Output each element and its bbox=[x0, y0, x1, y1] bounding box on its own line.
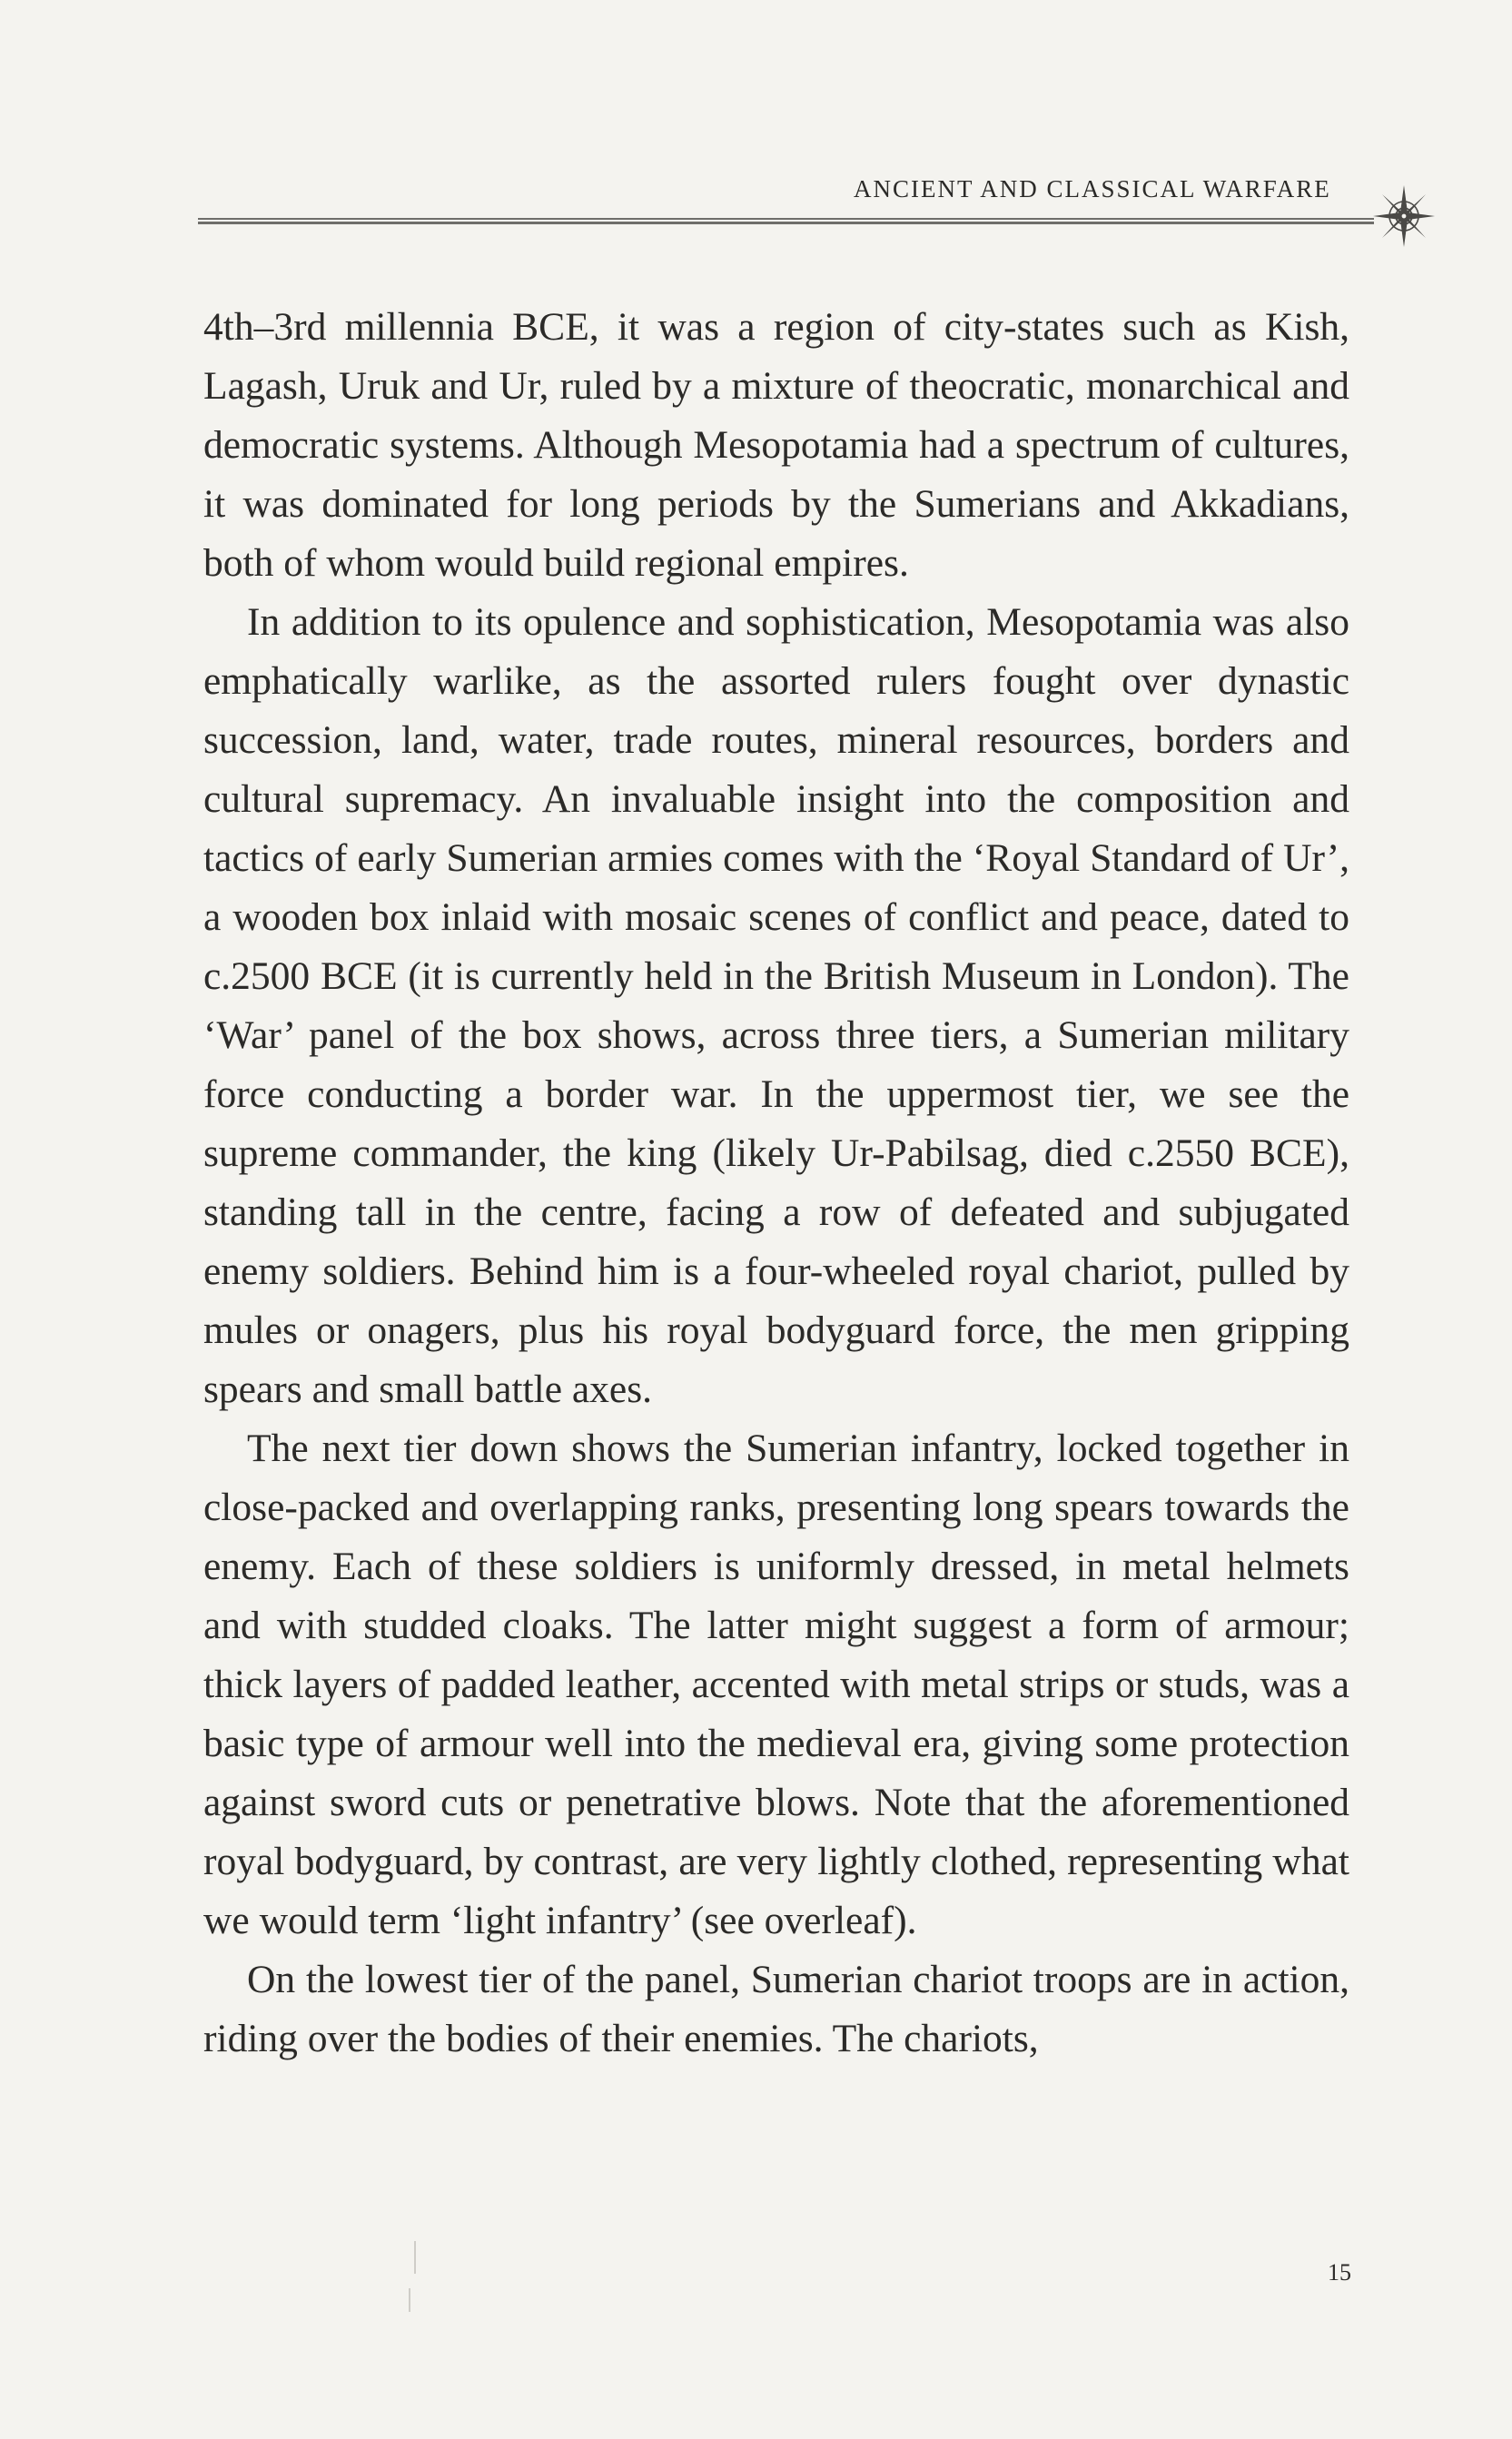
compass-rose-icon bbox=[1369, 182, 1438, 251]
running-head: ANCIENT AND CLASSICAL WARFARE bbox=[854, 175, 1331, 202]
paragraph: In addition to its opulence and sophistication, Mesopotamia was also emphatically warlike, as the assorted rulers fought over dynastic succession, land, water, trade routes, mineral resources, borders and cultural supremacy. An invaluable insight into the composition and tactics of early Sumerian armies comes with the ‘Royal Standard of Ur’, a wooden box inlaid with mosaic scenes of conflict and peace, dated to c.2500 BCE (it is currently held in the British Museum in London). The ‘War’ panel of the box shows, across three tiers, a Sumerian military force conducting a border war. In the uppermost tier, we see the supreme commander, the king (likely Ur-Pabilsag, died c.2550 BCE), standing tall in the centre, facing a row of defeated and subjugated enemy soldiers. Behind him is a four-wheeled royal chariot, pulled by mules or onagers, plus his royal bodyguard force, the men gripping spears and small battle axes. bbox=[203, 600, 1349, 1411]
body-text bbox=[203, 298, 1349, 2069]
page-number: 15 bbox=[1328, 2259, 1351, 2286]
header-rule bbox=[198, 218, 1374, 224]
scan-mark bbox=[409, 2288, 410, 2312]
paragraph: 4th–3rd millennia BCE, it was a region of city-states such as Kish, Lagash, Uruk and Ur, ruled by a mixture of theocratic, monarchical and democratic systems. Although Mesopotamia had a spectrum of cultures, it was dominated for long periods by the Sumerians and Akkadians, both of whom would build regional empires. bbox=[203, 305, 1349, 585]
scan-mark bbox=[414, 2241, 416, 2274]
paragraph: The next tier down shows the Sumerian infantry, locked together in close-packed and overlapping ranks, presenting long spears towards the enemy. Each of these soldiers is uniformly dressed, in metal helmets and with studded cloaks. The latter might suggest a form of armour; thick layers of padded leather, accented with metal strips or studs, was a basic type of armour well into the medieval era, giving some protection against sword cuts or penetrative blows. Note that the aforementioned royal bodyguard, by contrast, are very lightly clothed, representing what we would term ‘light infantry’ (see overleaf). bbox=[203, 1427, 1349, 1942]
paragraph: On the lowest tier of the panel, Sumerian chariot troops are in action, riding over the bodies of their enemies. The chariots, bbox=[203, 1958, 1349, 2060]
